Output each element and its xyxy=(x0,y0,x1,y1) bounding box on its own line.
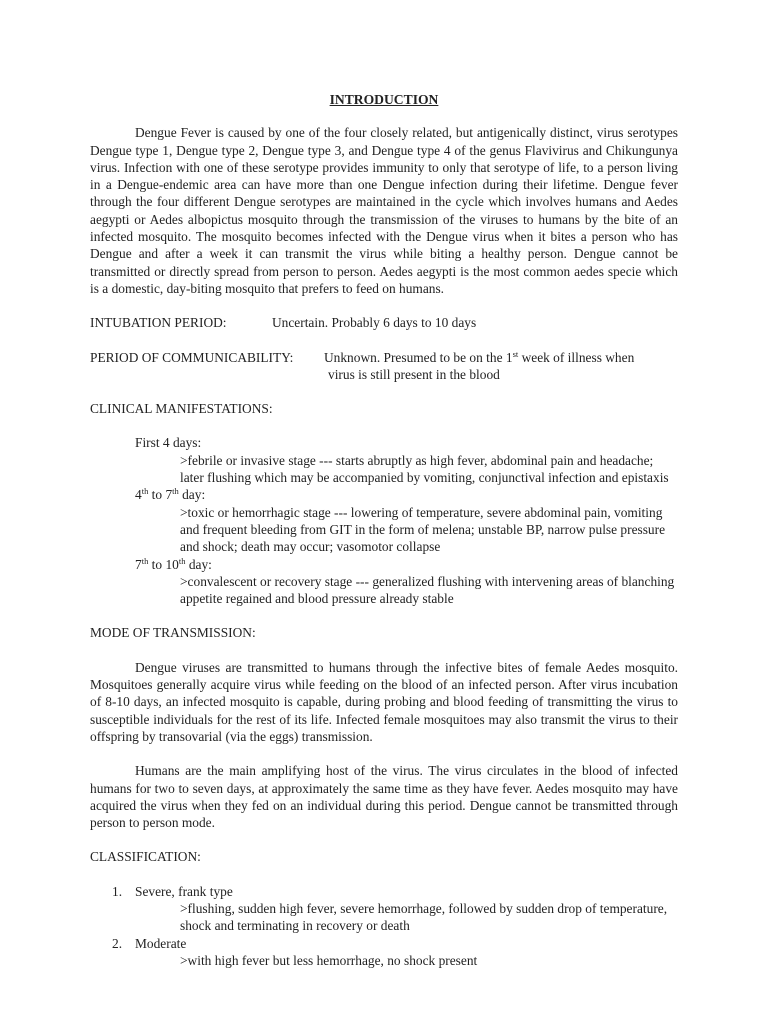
intro-paragraph: Dengue Fever is caused by one of the four closely related, but antigenically distinct, virus serotypes Dengue type 1, Dengue type 2, Dengue type 3, and Dengue type 4 of the genus Flavivirus and Chikungunya virus. Infection with one of these serotype provides immunity to only that serotype of life, to a person living in a Dengue-endemic area can have more than one Dengue infection during their lifetime. Dengue fever through the four different Dengue serotypes are maintained in the cycle which involves humans and Aedes aegypti or Aedes albopictus mosquito through the transmission of the viruses to humans by the bite of an infected mosquito. The mosquito becomes infected with the Dengue virus when it bites a person who has Dengue and after a week it can transmit the virus while biting a healthy person. Dengue cannot be transmitted or directly spread from person to person. Aedes aegypti is the most common aedes specie which is a domestic, day-biting mosquito that prefers to feed on humans. xyxy=(90,125,678,296)
list-item-desc: >flushing, sudden high fever, severe hemorrhage, followed by sudden drop of temperature, shock and terminating in recovery or death xyxy=(180,900,668,934)
incubation-label: INTUBATION PERIOD: xyxy=(90,315,227,331)
communicability-value-sup: st xyxy=(512,348,519,359)
stage3-desc: >convalescent or recovery stage --- generalized flushing with intervening areas of blanching appetite regained and blood pressure already stable xyxy=(180,573,675,607)
stage3-day-start: 7 xyxy=(135,556,142,572)
communicability-value-line2: virus is still present in the blood xyxy=(328,366,500,382)
communicability-label: PERIOD OF COMMUNICABILITY: xyxy=(90,349,294,365)
communicability-row xyxy=(90,349,678,384)
classification-list xyxy=(90,883,678,969)
stage1-when: First 4 days: xyxy=(135,435,202,451)
list-item-number: 1. xyxy=(112,883,123,899)
transmission-paragraph-1: Dengue viruses are transmitted to humans through the infective bites of female Aedes mosquito. Mosquitoes generally acquire virus while feeding on the blood of an infected person. After virus incubation of 8-10 days, an infected mosquito is capable, during probing and blood feeding of transmitting the virus to susceptible individuals for the rest of its life. Infected female mosquitoes may also transmit the virus to their offspring by transovarial (via the eggs) transmission. xyxy=(90,659,678,744)
list-item xyxy=(90,883,678,935)
clinical-stages xyxy=(135,434,678,607)
list-item-desc: >with high fever but less hemorrhage, no shock present xyxy=(180,952,478,968)
stage3-day-end: to 10 xyxy=(148,556,179,572)
stage3-day-end-sup: th xyxy=(178,555,186,566)
page-title: INTRODUCTION xyxy=(329,92,439,107)
stage3-day-suffix: day: xyxy=(185,556,212,572)
transmission-paragraph-2: Humans are the main amplifying host of the virus. The virus circulates in the blood of infected humans for two to seven days, at approximately the same time as they have fever. Aedes mosquito may have acquired the virus when they fed on an individual during this period. Dengue cannot be transmitted through person to person mode. xyxy=(90,763,678,831)
communicability-value-text-end: week of illness when xyxy=(518,349,635,365)
list-item-label: Severe, frank type xyxy=(135,883,233,899)
list-item-label: Moderate xyxy=(135,935,187,951)
stage3-day-start-sup: th xyxy=(141,555,149,566)
stage2-day-start-sup: th xyxy=(141,486,149,497)
stage3-when xyxy=(135,556,678,573)
incubation-row xyxy=(90,314,678,331)
clinical-heading: CLINICAL MANIFESTATIONS: xyxy=(90,401,273,417)
stage2-day-end-sup: th xyxy=(172,486,179,497)
communicability-value-text: Unknown. Presumed to be on the 1 xyxy=(324,349,513,365)
stage2-day-suffix: day: xyxy=(178,487,206,503)
stage2-desc: >toxic or hemorrhagic stage --- lowering of temperature, severe abdominal pain, vomiting and frequent bleeding from GIT in the form of melena; unstable BP, narrow pulse pressure and shock; death may occur; vasomotor collapse xyxy=(180,504,666,555)
stage2-when xyxy=(135,486,678,503)
transmission-heading: MODE OF TRANSMISSION: xyxy=(90,625,256,641)
list-item xyxy=(90,935,678,970)
stage1-desc: >febrile or invasive stage --- starts abruptly as high fever, abdominal pain and headache; later flushing which may be accompanied by vomiting, conjunctival infection and epistaxis xyxy=(180,452,669,486)
classification-heading: CLASSIFICATION: xyxy=(90,849,201,865)
stage2-day-start: 4 xyxy=(135,487,142,503)
incubation-value: Uncertain. Probably 6 days to 10 days xyxy=(272,315,477,331)
document-page xyxy=(90,91,678,969)
stage2-day-end: to 7 xyxy=(148,487,173,503)
communicability-value xyxy=(324,349,678,384)
list-item-number: 2. xyxy=(112,935,123,951)
